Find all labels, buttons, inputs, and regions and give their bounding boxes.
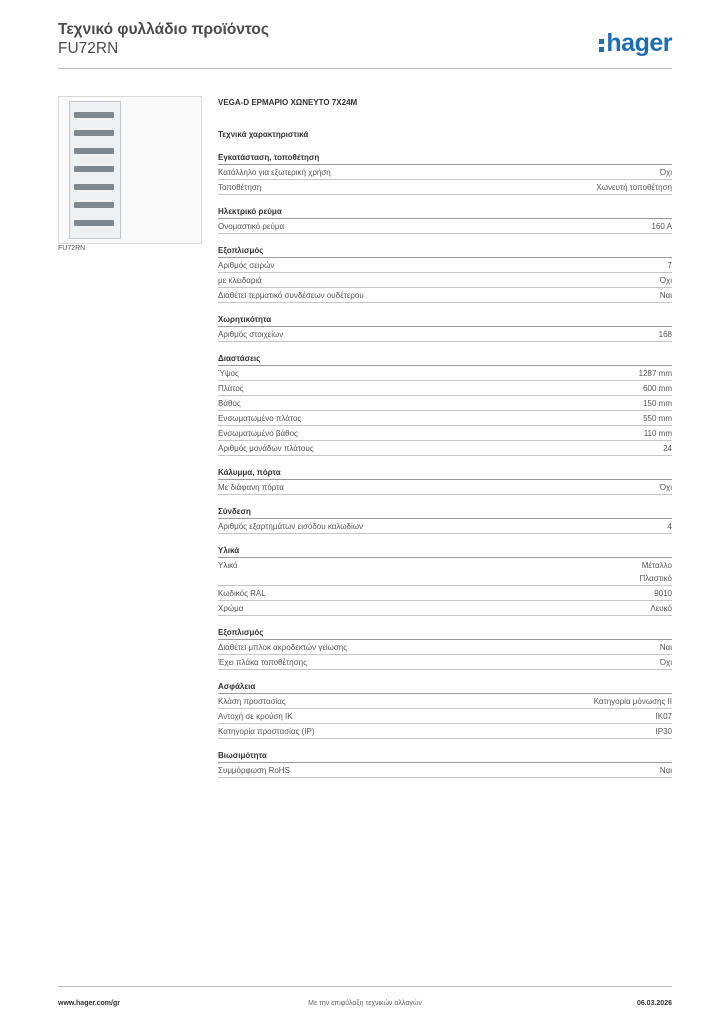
spec-label: Αριθμός στοιχείων	[218, 330, 284, 339]
spec-group	[218, 750, 672, 778]
spec-group	[218, 152, 672, 195]
spec-label: Χρώμα	[218, 604, 244, 613]
image-caption: FU72RN	[58, 245, 86, 252]
spec-value	[643, 412, 672, 425]
spec-value-line: IP30	[655, 727, 672, 736]
spec-value-line: Όχι	[659, 658, 672, 667]
spec-value	[639, 559, 672, 585]
spec-value-line: Ναι	[659, 291, 672, 300]
page-header	[58, 20, 672, 68]
product-name: VEGA-D ΕΡΜΑΡΙΟ ΧΩΝΕΥΤΟ 7X24M	[218, 98, 358, 107]
spec-value	[659, 328, 672, 341]
spec-group-title: Εξοπλισμός	[218, 627, 672, 640]
spec-group	[218, 245, 672, 303]
spec-label: Υλικό	[218, 561, 238, 570]
spec-group-title: Ασφάλεια	[218, 681, 672, 694]
spec-group	[218, 353, 672, 456]
spec-value	[656, 725, 672, 738]
spec-value	[650, 602, 672, 615]
spec-value	[668, 259, 672, 272]
section-title: Τεχνικά χαρακτηριστικά	[218, 130, 309, 139]
spec-group-title: Εγκατάσταση, τοποθέτηση	[218, 152, 672, 165]
spec-label: Συμμόρφωση RoHS	[218, 766, 290, 775]
spec-value	[660, 481, 672, 494]
spec-label: Έχει πλάκα τοποθέτησης	[218, 658, 307, 667]
spec-label: Αριθμός εξαρτημάτων εισόδου καλωδίων	[218, 522, 363, 531]
spec-group-title: Εξοπλισμός	[218, 245, 672, 258]
spec-label: Αριθμός μονάδων πλάτους	[218, 444, 314, 453]
spec-value	[644, 427, 672, 440]
spec-value	[656, 710, 672, 723]
spec-group	[218, 506, 672, 534]
spec-row	[218, 441, 672, 456]
spec-value-line: Όχι	[659, 276, 672, 285]
spec-row	[218, 640, 672, 655]
spec-label: Κατάλληλο για εξωτερική χρήση	[218, 168, 331, 177]
spec-value-line: 7	[667, 261, 672, 270]
spec-row	[218, 180, 672, 195]
spec-value	[639, 367, 672, 380]
spec-group-title: Βιωσιμότητα	[218, 750, 672, 763]
spec-value-line: 160 A	[651, 222, 672, 231]
spec-value-line: 600 mm	[643, 384, 672, 393]
spec-row	[218, 327, 672, 342]
spec-value	[660, 656, 672, 669]
spec-value	[594, 695, 672, 708]
spec-value-line: 4	[667, 522, 672, 531]
spec-label: Διαθέτει μπλοκ ακροδεκτών γείωσης	[218, 643, 348, 652]
spec-label: Αριθμός σειρών	[218, 261, 275, 270]
spec-label: Κλάση προστασίας	[218, 697, 286, 706]
header-divider	[58, 68, 672, 69]
product-image	[58, 96, 202, 244]
spec-row	[218, 381, 672, 396]
spec-value	[660, 274, 672, 287]
spec-value	[643, 397, 672, 410]
spec-label: Με διάφανη πόρτα	[218, 483, 284, 492]
spec-value	[643, 382, 672, 395]
spec-value-line: Ναι	[659, 643, 672, 652]
spec-value	[660, 641, 672, 654]
spec-row	[218, 219, 672, 234]
hager-logo	[599, 28, 672, 58]
product-code: FU72RN	[58, 40, 119, 57]
spec-group-title: Χωρητικότητα	[218, 314, 672, 327]
page-footer	[58, 986, 672, 1007]
spec-row	[218, 165, 672, 180]
spec-group-title: Διαστάσεις	[218, 353, 672, 366]
spec-row	[218, 480, 672, 495]
spec-value-line: 1287 mm	[638, 369, 672, 378]
spec-value-line: 168	[658, 330, 672, 339]
spec-value-line: 150 mm	[643, 399, 672, 408]
spec-label: Αντοχή σε κρούση IK	[218, 712, 293, 721]
spec-label: Κωδικός RAL	[218, 589, 266, 598]
spec-label: Βάθος	[218, 399, 241, 408]
spec-row	[218, 366, 672, 381]
spec-value-line: Χωνευτή τοποθέτηση	[596, 183, 672, 192]
footer-date: 06.03.2026	[636, 1000, 672, 1007]
spec-value	[668, 520, 672, 533]
spec-group-title: Κάλυμμα, πόρτα	[218, 467, 672, 480]
spec-group-title: Ηλεκτρικό ρεύμα	[218, 206, 672, 219]
spec-label: Ενσωματωμένο πλάτος	[218, 414, 302, 423]
spec-row	[218, 763, 672, 778]
spec-group	[218, 467, 672, 495]
spec-group	[218, 545, 672, 616]
spec-value-line: Όχι	[659, 168, 672, 177]
spec-label: Πλάτος	[218, 384, 244, 393]
spec-value-line: 550 mm	[643, 414, 672, 423]
spec-groups	[218, 152, 672, 778]
spec-value	[660, 166, 672, 179]
spec-value	[596, 181, 672, 194]
spec-row	[218, 724, 672, 739]
spec-group-title: Υλικά	[218, 545, 672, 558]
footer-website: www.hager.com/gr	[58, 1000, 120, 1007]
footer-note: Με την επιφύλαξη τεχνικών αλλαγών	[308, 1000, 422, 1007]
spec-value	[652, 220, 672, 233]
spec-value-line: Κατηγορία μόνωσης II	[593, 697, 672, 706]
spec-label: Τοποθέτηση	[218, 183, 262, 192]
spec-row	[218, 601, 672, 616]
spec-value	[663, 442, 672, 455]
spec-value-line: 110 mm	[643, 429, 672, 438]
spec-value-line: Πλαστικό	[639, 574, 672, 583]
spec-row	[218, 258, 672, 273]
spec-value-line: Λευκό	[650, 604, 672, 613]
spec-label: Διαθέτει τερματικό συνδέσεων ουδέτερου	[218, 291, 364, 300]
spec-group	[218, 314, 672, 342]
spec-value-line: IK07	[655, 712, 672, 721]
spec-value-line: 9010	[654, 589, 672, 598]
spec-row	[218, 709, 672, 724]
spec-content	[218, 96, 672, 778]
hager-logo-icon	[599, 34, 604, 52]
spec-value-line: Μέταλλο	[641, 561, 672, 570]
spec-value-line: Ναι	[659, 766, 672, 775]
spec-group	[218, 627, 672, 670]
spec-row	[218, 411, 672, 426]
spec-value-line: Όχι	[659, 483, 672, 492]
spec-label: Ύψος	[218, 369, 239, 378]
spec-label: Κατηγορία προστασίας (IP)	[218, 727, 315, 736]
spec-row	[218, 519, 672, 534]
spec-value-line: 24	[663, 444, 672, 453]
spec-row	[218, 694, 672, 709]
spec-label: Ονομαστικό ρεύμα	[218, 222, 285, 231]
spec-row	[218, 426, 672, 441]
spec-group	[218, 681, 672, 739]
spec-row	[218, 288, 672, 303]
spec-group	[218, 206, 672, 234]
spec-group-title: Σύνδεση	[218, 506, 672, 519]
spec-value	[660, 764, 672, 777]
spec-row	[218, 655, 672, 670]
spec-value	[660, 289, 672, 302]
page-title: Τεχνικό φυλλάδιο προϊόντος	[58, 21, 269, 38]
spec-label: με κλειδαριά	[218, 276, 262, 285]
spec-label: Ενσωματωμένο βάθος	[218, 429, 298, 438]
cabinet-product-image	[69, 101, 121, 239]
spec-row	[218, 558, 672, 586]
hager-logo-text: hager	[606, 29, 672, 57]
spec-row	[218, 586, 672, 601]
spec-value	[654, 587, 672, 600]
spec-row	[218, 396, 672, 411]
spec-row	[218, 273, 672, 288]
